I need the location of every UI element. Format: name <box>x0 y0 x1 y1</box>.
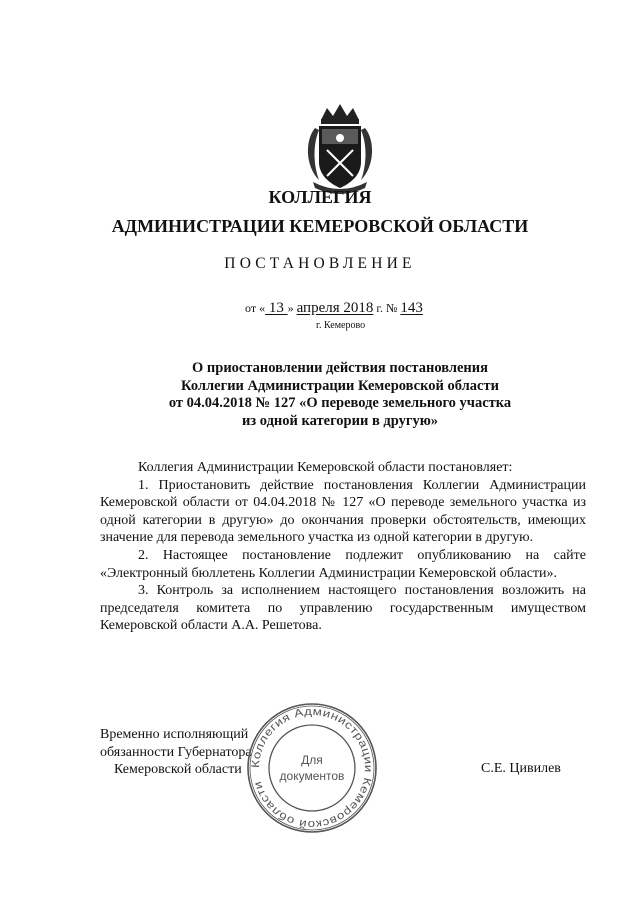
date-month-year: апреля 2018 <box>296 300 374 316</box>
signer-title-line1: Временно исполняющий <box>100 727 249 742</box>
subject-line4: из одной категории в другую» <box>241 412 439 429</box>
official-stamp <box>244 700 380 836</box>
city: г. Кемерово <box>316 320 366 331</box>
date-day: 13 <box>265 300 288 316</box>
document-number: 143 <box>400 300 423 316</box>
signer-title-line3: Кемеровской области <box>114 762 242 777</box>
date-year-suffix: г. № <box>373 301 401 315</box>
stamp-center-line2: документов <box>279 769 345 783</box>
body-intro: Коллегия Администрации Кемеровской области постановляет: <box>138 460 513 475</box>
signature-block <box>100 726 252 779</box>
org-title-line1: КОЛЛЕГИЯ <box>268 187 372 207</box>
document-type: ПОСТАНОВЛЕНИЕ <box>224 255 416 272</box>
signer-title-line2: обязанности Губернатора <box>100 744 252 760</box>
coat-of-arms-icon <box>299 100 381 194</box>
stamp-center-line1: Для <box>301 753 323 767</box>
signer-name: С.Е. Цивилев <box>481 761 561 776</box>
stamp-ring-text: Коллегия Администрации Кемеровской области <box>249 705 375 831</box>
body-paragraph-3: 3. Контроль за исполнением настоящего постановления возложить на председателя комитета по управлению государственным имуществом Кемеровской области А.А. Решетова. <box>100 583 586 634</box>
org-title-line2: АДМИНИСТРАЦИИ КЕМЕРОВСКОЙ ОБЛАСТИ <box>111 216 529 236</box>
date-mid: » <box>287 301 297 315</box>
subject-heading <box>100 360 580 430</box>
date-number-line <box>245 300 465 317</box>
subject-line3: от 04.04.2018 № 127 «О переводе земельного участка <box>168 395 512 411</box>
resolution-body <box>100 459 586 635</box>
body-paragraph-2: 2. Настоящее постановление подлежит опубликованию на сайте «Электронный бюллетень Коллегии Администрации Кемеровской области». <box>100 547 586 581</box>
subject-line2: Коллегии Администрации Кемеровской области <box>181 377 499 394</box>
body-paragraph-1: 1. Приостановить действие постановления Коллегии Администрации Кемеровской области от 04.04.2018 № 127 «О переводе земельного участка из одной категории в другую» до окончания проверки обстоятельств, имеющих значение для перевода земельного участка из одной категории в другую. <box>100 477 586 546</box>
date-prefix: от « <box>245 301 266 315</box>
subject-line1: О приостановлении действия постановления <box>192 360 488 376</box>
